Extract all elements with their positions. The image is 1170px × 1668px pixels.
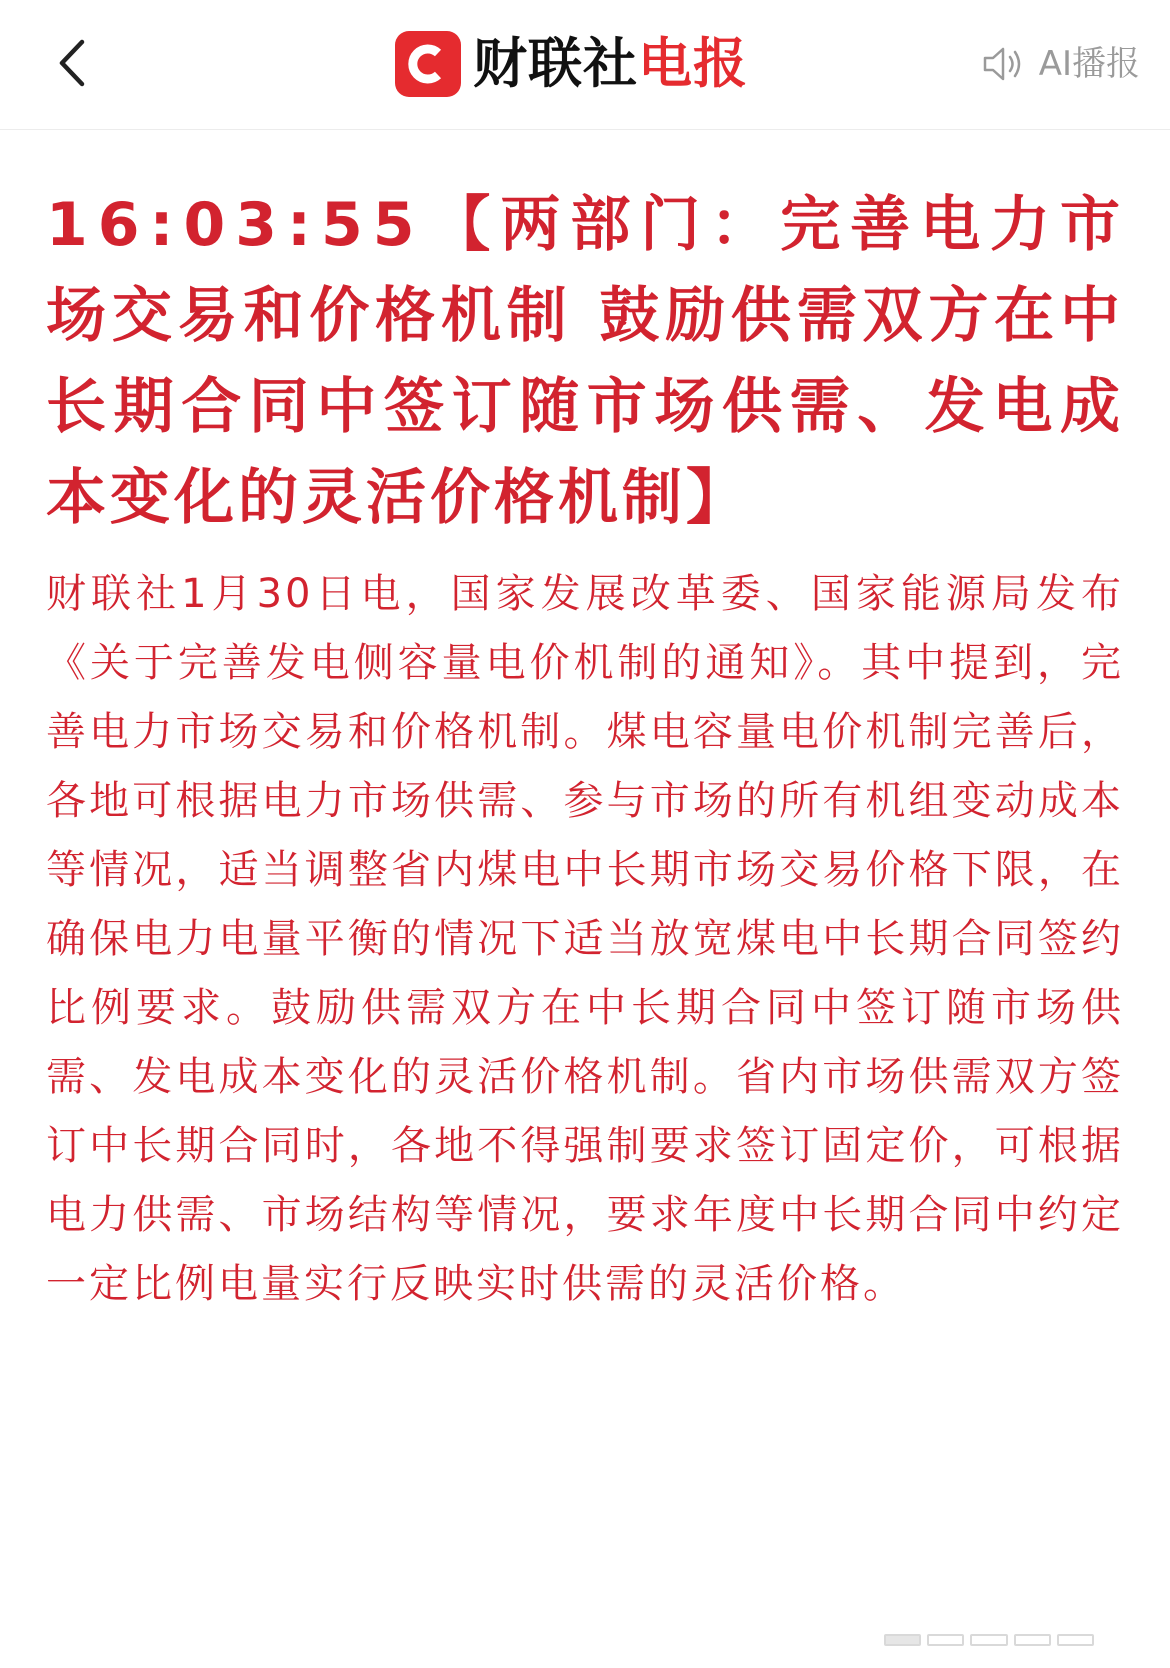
logo-text-main: 财联社 (473, 32, 638, 95)
app-logo (395, 28, 748, 100)
logo-text (473, 28, 748, 100)
article-headline-text: 【两部门：完善电力市场交易和价格机制 鼓励供需双方在中长期合同中签订随市场供需、发电成本变化的灵活价格机制】 (46, 190, 1124, 533)
logo-c-icon (405, 41, 451, 87)
scroll-segment (970, 1634, 1007, 1646)
scroll-segment (1014, 1634, 1051, 1646)
article-content (46, 180, 1124, 1319)
back-button[interactable] (48, 28, 108, 98)
scroll-segment (927, 1634, 964, 1646)
logo-mark (395, 31, 461, 97)
chevron-left-icon (48, 28, 108, 98)
scroll-position-indicator (884, 1634, 1094, 1646)
scroll-segment (884, 1634, 921, 1646)
scroll-segment (1057, 1634, 1094, 1646)
article-headline (46, 180, 1124, 544)
top-navigation-bar (0, 0, 1170, 130)
article-time: 16:03:55 (46, 190, 425, 260)
logo-text-accent: 电报 (638, 32, 748, 95)
article-body: 财联社1月30日电，国家发展改革委、国家能源局发布《关于完善发电侧容量电价机制的通知》。其中提到，完善电力市场交易和价格机制。煤电容量电价机制完善后，各地可根据电力市场供需、参与市场的所有机组变动成本等情况，适当调整省内煤电中长期市场交易价格下限，在确保电力电量平衡的情况下适当放宽煤电中长期合同签约比例要求。鼓励供需双方在中长期合同中签订随市场供需、发电成本变化的灵活价格机制。省内市场供需双方签订中长期合同时，各地不得强制要求签订固定价，可根据电力供需、市场结构等情况，要求年度中长期合同中约定一定比例电量实行反映实时供需的灵活价格。 (46, 571, 1124, 1307)
speaker-icon (979, 40, 1027, 88)
ai-broadcast-button[interactable] (979, 36, 1140, 92)
ai-broadcast-label: AI播报 (1038, 44, 1140, 84)
